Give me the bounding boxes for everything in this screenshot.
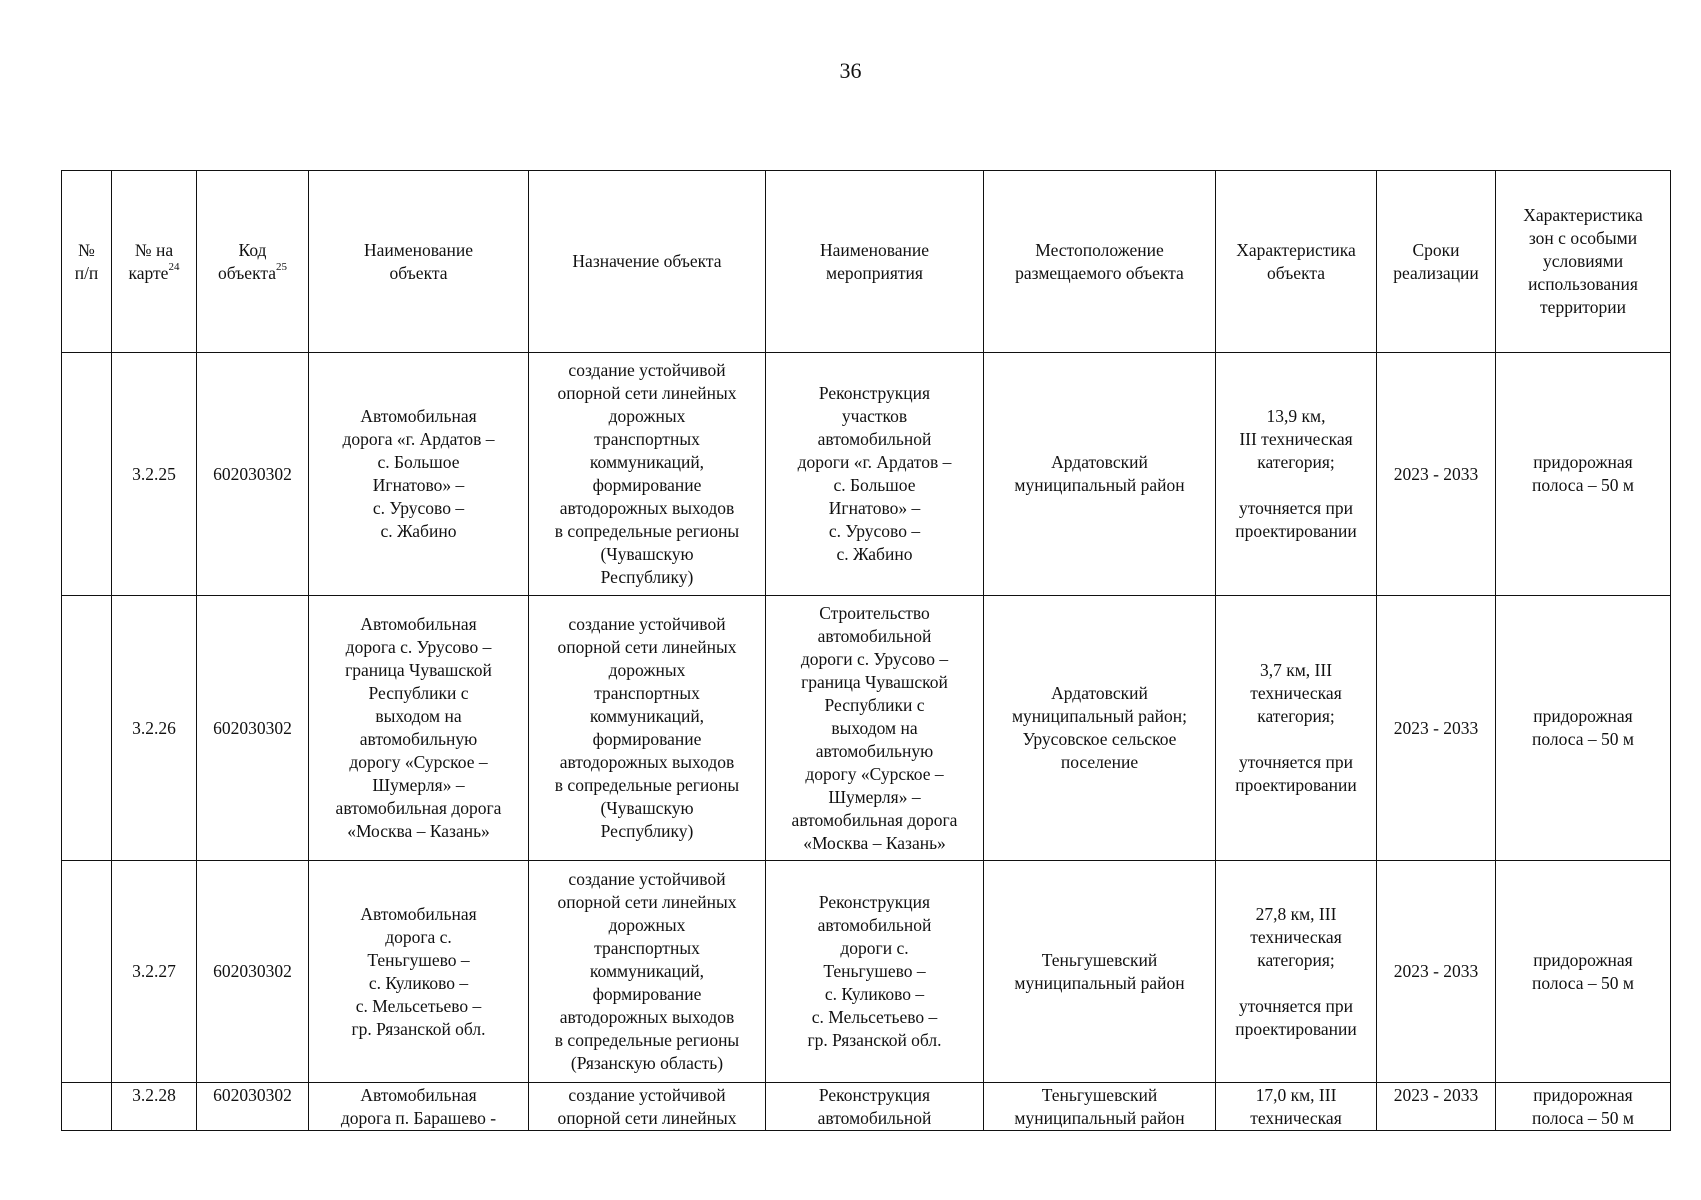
cell-object-name: Автомобильная дорога «г. Ардатов – с. Большое Игнатово» – с. Урусово – с. Жабино <box>309 353 529 596</box>
footnote-24: 24 <box>168 260 180 273</box>
cell-object-code: 602030302 <box>197 1083 309 1131</box>
cell-object-name: Автомобильная дорога с. Урусово – граница Чувашской Республики с выходом на автомобильную дорогу «Сурское – Шумерля» – автомобильная дорога «Москва – Казань» <box>309 596 529 861</box>
cell-map-number: 3.2.28 <box>112 1083 197 1131</box>
table-header <box>62 171 1671 353</box>
header-location <box>984 171 1216 353</box>
header-location-label: Местоположение размещаемого объекта <box>1015 239 1184 283</box>
cell-map-number: 3.2.27 <box>112 861 197 1083</box>
cell-map-number: 3.2.26 <box>112 596 197 861</box>
header-special-zones <box>1496 171 1671 353</box>
cell-object-name: Автомобильная дорога п. Барашево - <box>309 1083 529 1131</box>
cell-map-number: 3.2.25 <box>112 353 197 596</box>
cell-object-purpose: создание устойчивой опорной сети линейных <box>529 1083 766 1131</box>
cell-characteristics: 17,0 км, III техническая <box>1216 1083 1377 1131</box>
cell-row-number <box>62 1083 112 1131</box>
header-map-number-label: № на карте <box>128 239 174 283</box>
cell-object-purpose: создание устойчивой опорной сети линейных дорожных транспортных коммуникаций, формирование автодорожных выходов в сопредельные регионы (Чувашскую Республику) <box>529 353 766 596</box>
header-special-zones-label: Характеристика зон с особыми условиями использования территории <box>1523 205 1643 317</box>
header-object-purpose-label: Назначение объекта <box>572 251 722 271</box>
table-row <box>62 1083 1671 1131</box>
cell-location: Ардатовский муниципальный район <box>984 353 1216 596</box>
cell-measure-name: Реконструкция автомобильной дороги с. Теньгушево – с. Куликово – с. Мельсетьево – гр. Рязанской обл. <box>766 861 984 1083</box>
page-number: 36 <box>839 58 862 83</box>
header-row-number-label: № п/п <box>74 239 99 283</box>
cell-measure-name: Реконструкция автомобильной <box>766 1083 984 1131</box>
cell-object-name: Автомобильная дорога с. Теньгушево – с. Куликово – с. Мельсетьево – гр. Рязанской обл. <box>309 861 529 1083</box>
table-row <box>62 861 1671 1083</box>
cell-characteristics: 27,8 км, III техническая категория; уточняется при проектировании <box>1216 861 1377 1083</box>
header-row-number <box>62 171 112 353</box>
cell-row-number <box>62 353 112 596</box>
cell-location: Ардатовский муниципальный район; Урусовское сельское поселение <box>984 596 1216 861</box>
header-object-code-label: Код объекта <box>218 239 276 283</box>
header-map-number <box>112 171 197 353</box>
cell-location: Теньгушевский муниципальный район <box>984 861 1216 1083</box>
cell-row-number <box>62 861 112 1083</box>
header-object-code <box>197 171 309 353</box>
header-object-name-label: Наименование объекта <box>363 239 474 283</box>
table-row <box>62 596 1671 861</box>
header-timeline <box>1377 171 1496 353</box>
cell-measure-name: Реконструкция участков автомобильной дороги «г. Ардатов – с. Большое Игнатово» – с. Урусово – с. Жабино <box>766 353 984 596</box>
cell-object-code: 602030302 <box>197 353 309 596</box>
cell-special-zones: придорожная полоса – 50 м <box>1496 353 1671 596</box>
cell-measure-name: Строительство автомобильной дороги с. Урусово – граница Чувашской Республики с выходом на автомобильную дорогу «Сурское – Шумерля» – автомобильная дорога «Москва – Казань» <box>766 596 984 861</box>
cell-row-number <box>62 596 112 861</box>
cell-location: Теньгушевский муниципальный район <box>984 1083 1216 1131</box>
header-characteristics-label: Характеристика объекта <box>1236 239 1356 283</box>
cell-object-code: 602030302 <box>197 596 309 861</box>
cell-timeline: 2023 - 2033 <box>1377 353 1496 596</box>
cell-timeline: 2023 - 2033 <box>1377 861 1496 1083</box>
cell-object-purpose: создание устойчивой опорной сети линейных дорожных транспортных коммуникаций, формирование автодорожных выходов в сопредельные регионы (Чувашскую Республику) <box>529 596 766 861</box>
table-row <box>62 353 1671 596</box>
header-object-purpose <box>529 171 766 353</box>
header-characteristics <box>1216 171 1377 353</box>
cell-special-zones: придорожная полоса – 50 м <box>1496 861 1671 1083</box>
cell-special-zones: придорожная полоса – 50 м <box>1496 596 1671 861</box>
header-measure-name-label: Наименование мероприятия <box>819 239 930 283</box>
header-timeline-label: Сроки реализации <box>1393 239 1479 283</box>
cell-object-purpose: создание устойчивой опорной сети линейных дорожных транспортных коммуникаций, формирование автодорожных выходов в сопредельные регионы (Рязанскую область) <box>529 861 766 1083</box>
cell-characteristics: 3,7 км, III техническая категория; уточняется при проектировании <box>1216 596 1377 861</box>
cell-timeline: 2023 - 2033 <box>1377 596 1496 861</box>
cell-characteristics: 13,9 км, III техническая категория; уточняется при проектировании <box>1216 353 1377 596</box>
header-measure-name <box>766 171 984 353</box>
planned-objects-table <box>61 170 1671 1131</box>
cell-object-code: 602030302 <box>197 861 309 1083</box>
header-object-name <box>309 171 529 353</box>
cell-special-zones: придорожная полоса – 50 м <box>1496 1083 1671 1131</box>
cell-timeline: 2023 - 2033 <box>1377 1083 1496 1131</box>
footnote-25: 25 <box>275 260 287 273</box>
